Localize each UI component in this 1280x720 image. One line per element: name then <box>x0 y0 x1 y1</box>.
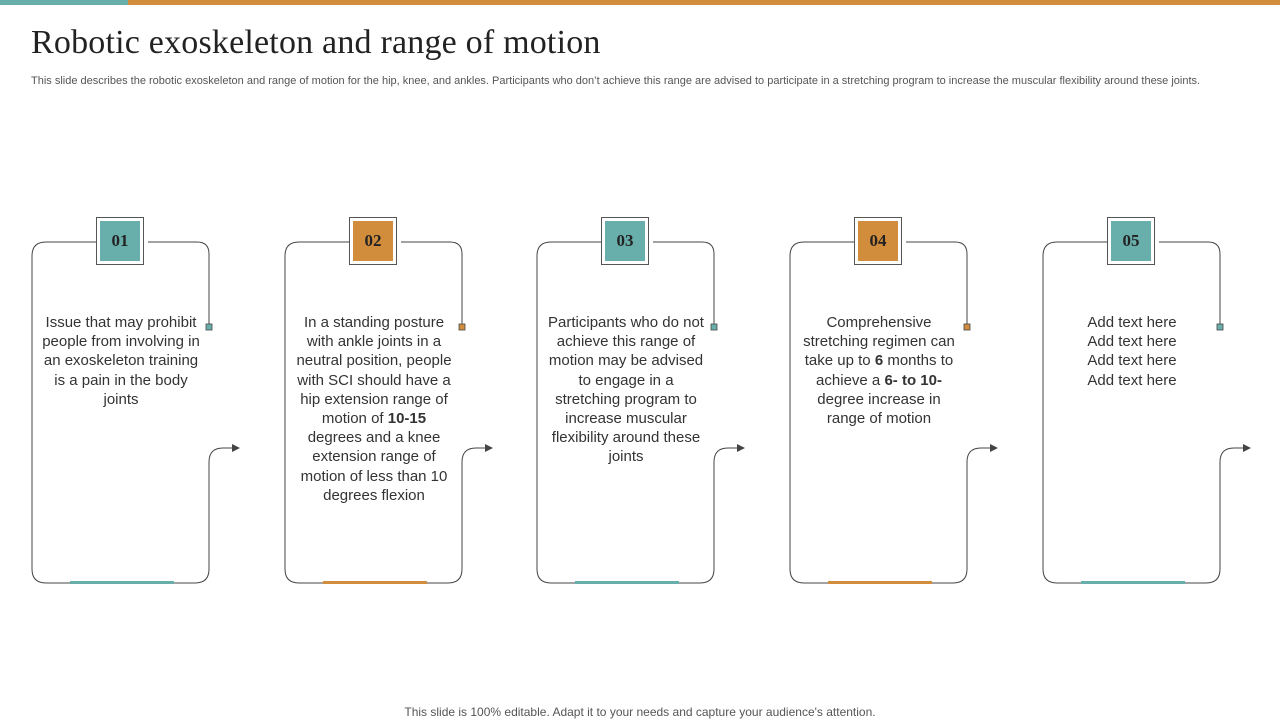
connector-dot <box>459 324 465 330</box>
bottom-accent-bar <box>323 581 427 584</box>
text-run: months to achieve a <box>816 352 954 389</box>
step-number: 01 <box>100 221 140 261</box>
bottom-accent-bar <box>828 581 932 584</box>
text-run: degrees and a knee extension range of motion of less than 10 degrees flexion <box>300 429 448 504</box>
text-run: Add text here <box>1087 333 1177 351</box>
arrow-head-icon <box>485 444 493 452</box>
text-run: In a standing posture with ankle joints in a neutral position, people with SCI should have a hip extension range of motion of <box>296 314 452 428</box>
frame-left-path <box>1043 242 1244 583</box>
text-run: Issue that may prohibit people from involving in an exoskeleton training is a pain in the body joints <box>42 314 200 408</box>
bottom-accent-bar <box>70 581 174 584</box>
top-accent-bar-orange <box>128 0 1280 5</box>
step-description <box>1052 313 1212 390</box>
connector-dot <box>964 324 970 330</box>
top-accent-bar <box>0 0 1280 5</box>
step-number: 05 <box>1111 221 1151 261</box>
step-number-badge <box>96 217 144 265</box>
step-card-04 <box>789 217 1029 587</box>
text-run: Participants who do not achieve this range of motion may be advised to engage in a stretching program to increase muscular flexibility around these joints <box>548 314 704 466</box>
step-number-badge <box>854 217 902 265</box>
highlight-value: 6 <box>874 352 884 370</box>
frame-right-path <box>1159 242 1220 324</box>
frame-right-path <box>401 242 462 324</box>
step-description <box>546 313 706 467</box>
text-run: Add text here <box>1087 352 1177 370</box>
text-run: Comprehensive stretching regimen can take up to <box>803 314 955 370</box>
step-card-03 <box>536 217 776 587</box>
step-description <box>799 313 959 428</box>
text-run: Add text here <box>1087 371 1177 389</box>
bottom-accent-bar <box>1081 581 1185 584</box>
frame-left-path <box>32 242 233 583</box>
frame-right-path <box>653 242 714 324</box>
highlight-value: 10-15 <box>387 410 427 428</box>
text-run: degree increase in range of motion <box>817 390 941 428</box>
arrow-head-icon <box>1243 444 1251 452</box>
bottom-accent-bar <box>575 581 679 584</box>
step-description <box>294 313 454 505</box>
step-description <box>41 313 201 409</box>
connector-dot <box>1217 324 1223 330</box>
connector-dot <box>711 324 717 330</box>
highlight-value: 6- to 10- <box>884 371 942 389</box>
page-title: Robotic exoskeleton and range of motion <box>31 24 601 61</box>
step-number: 03 <box>605 221 645 261</box>
frame-right-path <box>148 242 209 324</box>
page-description: This slide describes the robotic exoskeleton and range of motion for the hip, knee, and ankles. Participants who don’t achieve this range are advised to participate in a stretching program to increase the muscular flexibility around these joints. <box>31 75 1201 87</box>
step-card-01 <box>31 217 271 587</box>
text-run: Add text here <box>1087 314 1177 331</box>
frame-right-path <box>906 242 967 324</box>
arrow-head-icon <box>990 444 998 452</box>
arrow-head-icon <box>232 444 240 452</box>
step-number-badge <box>1107 217 1155 265</box>
step-number-badge <box>601 217 649 265</box>
step-number-badge <box>349 217 397 265</box>
top-accent-bar-teal <box>0 0 128 5</box>
step-number: 04 <box>858 221 898 261</box>
step-number: 02 <box>353 221 393 261</box>
step-card-05 <box>1042 217 1280 587</box>
footer-note: This slide is 100% editable. Adapt it to your needs and capture your audience's attention. <box>404 705 876 719</box>
step-card-02 <box>284 217 524 587</box>
arrow-head-icon <box>737 444 745 452</box>
step-frame <box>1042 217 1280 587</box>
connector-dot <box>206 324 212 330</box>
